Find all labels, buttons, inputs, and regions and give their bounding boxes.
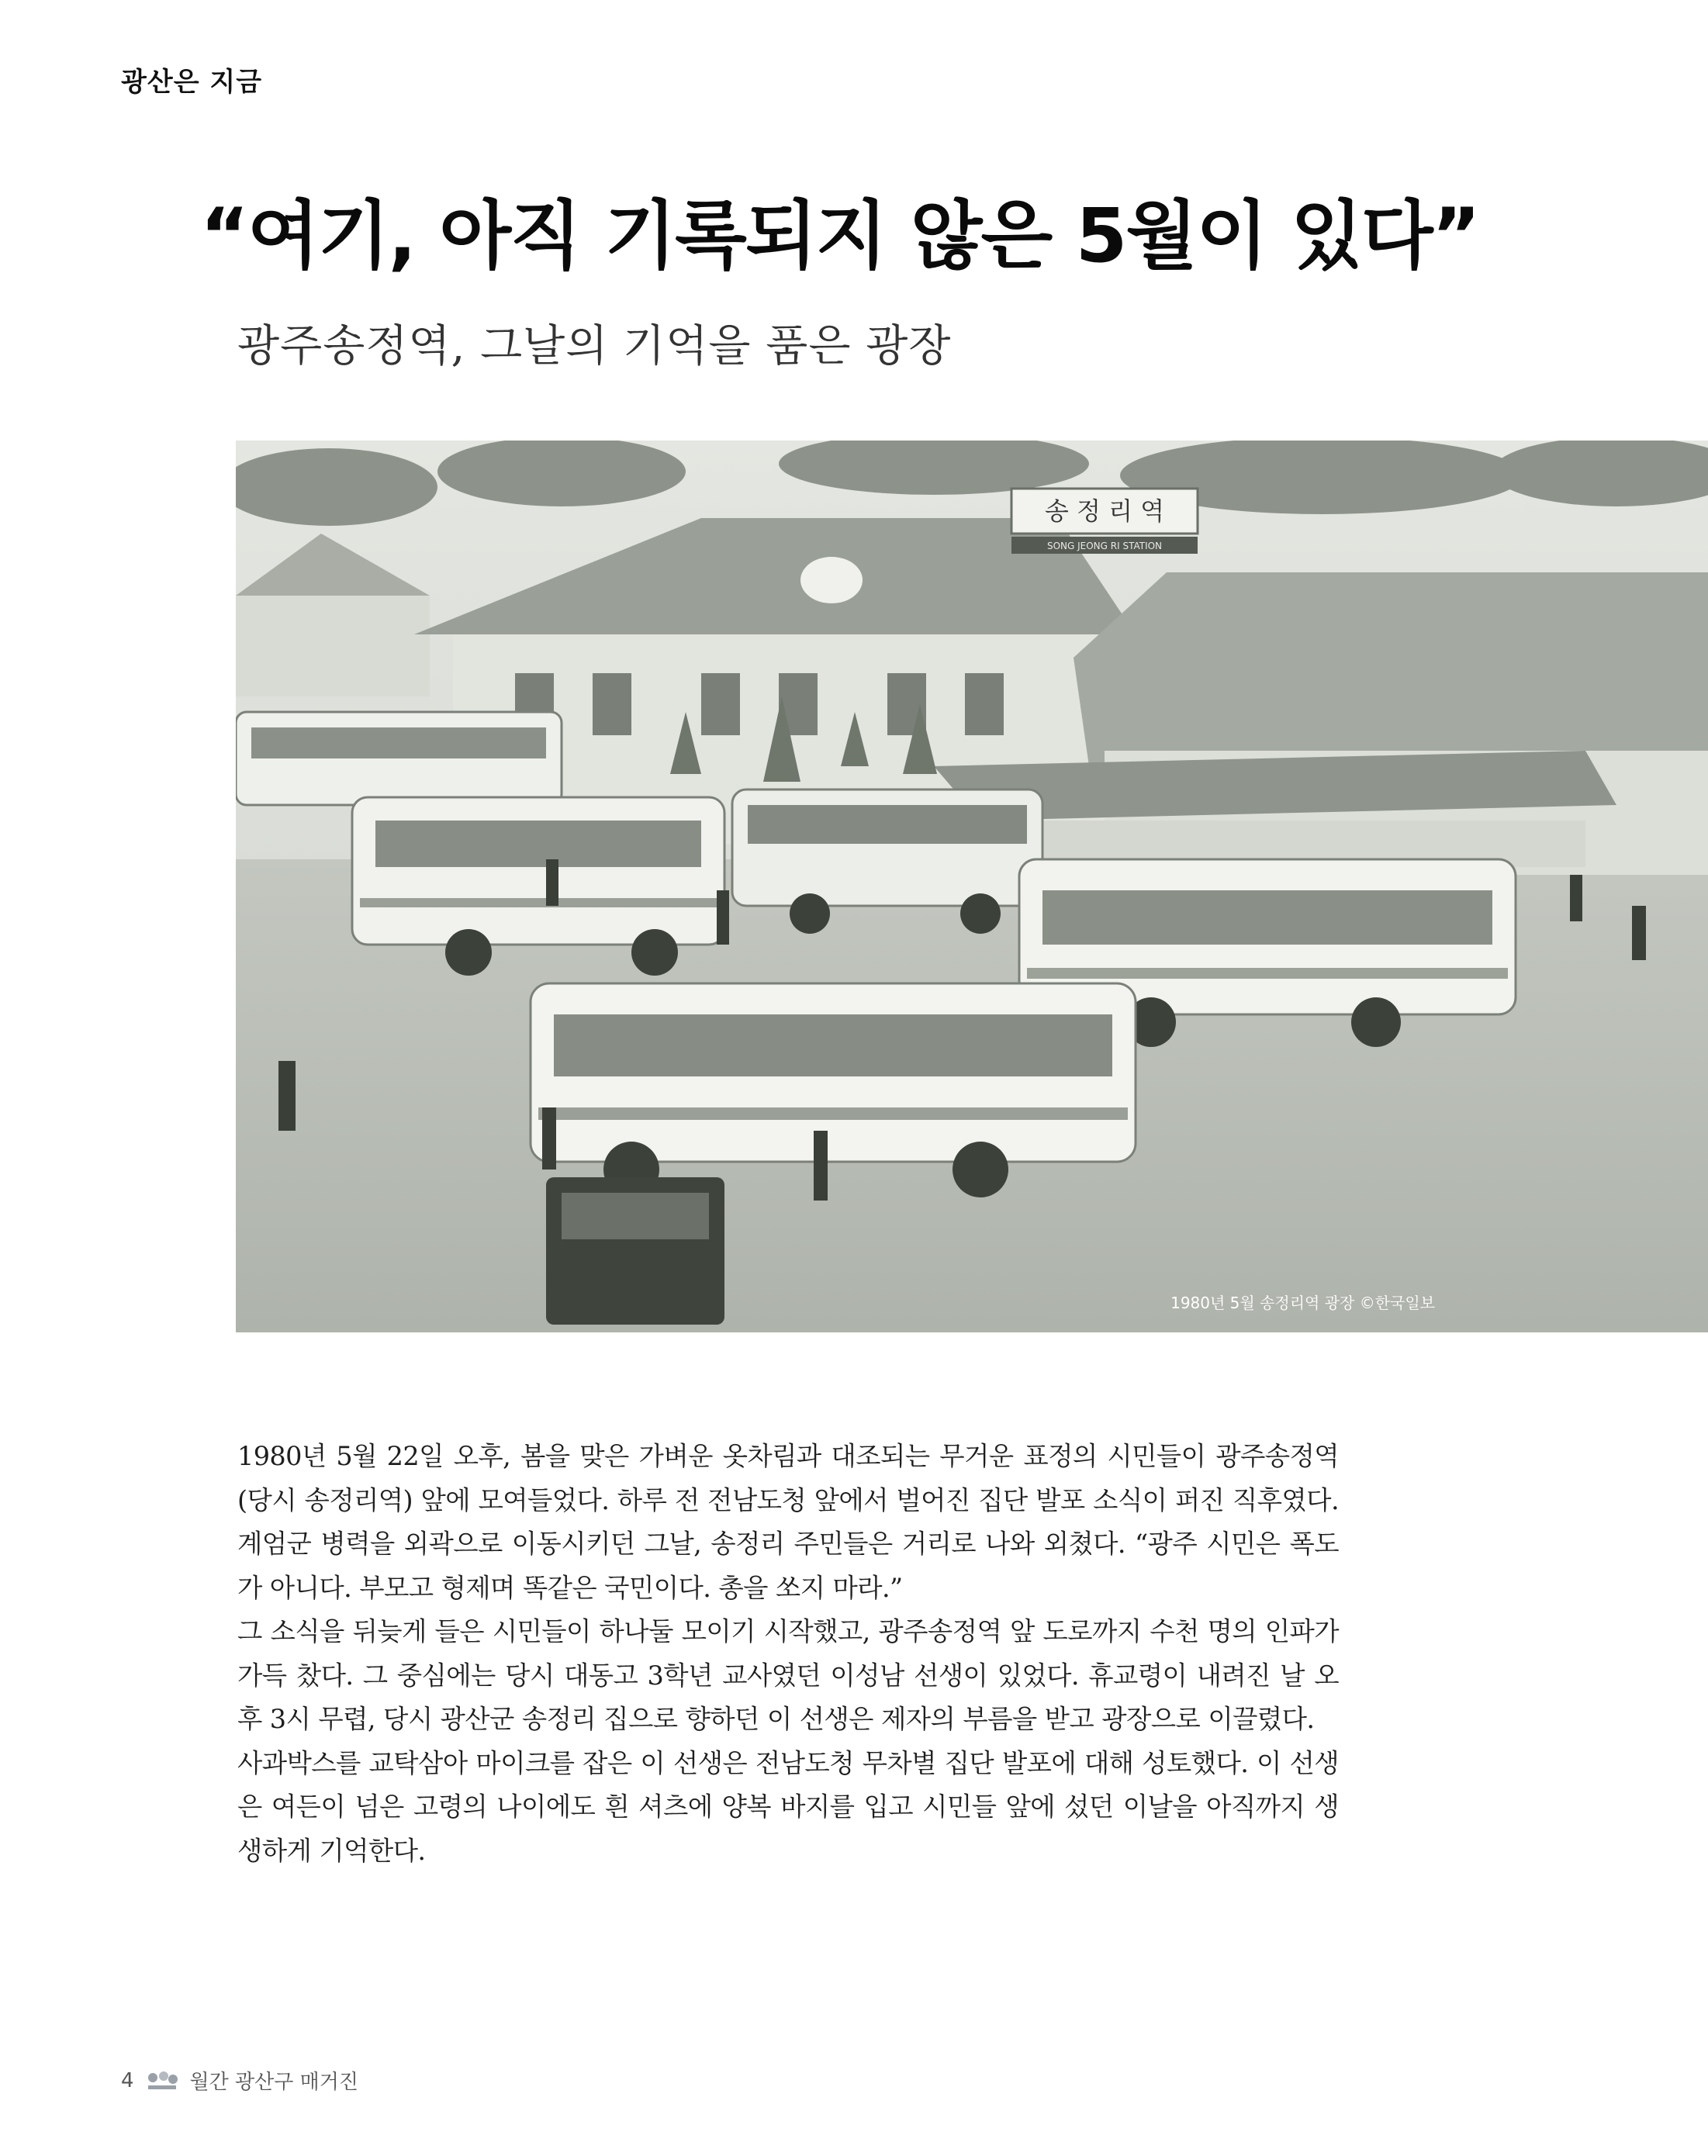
article-paragraph: 그 소식을 뒤늦게 들은 시민들이 하나둘 모이기 시작했고, 광주송정역 앞 도로까지 수천 명의 인파가 가득 찼다. 그 중심에는 당시 대동고 3학년 교사였던 이성남 선생이 있었다. 휴교령이 내려진 날 오후 3시 무렵, 당시 광산군 송정리 집으로 향하던 이 선생은 제자의 부름을 받고 광장으로 이끌렸다.	[237, 1616, 1339, 1734]
historic-photo	[236, 441, 1708, 1332]
section-label: 광산은 지금	[121, 67, 263, 98]
jeep	[546, 1177, 724, 1325]
page-number: 4	[121, 2068, 134, 2092]
article-paragraph: 1980년 5월 22일 오후, 봄을 맞은 가벼운 옷차림과 대조되는 무거운 표정의 시민들이 광주송정역(당시 송정리역) 앞에 모여들었다. 하루 전 전남도청 앞에서 벌어진 집단 발포 소식이 퍼진 직후였다. 계엄군 병력을 외곽으로 이동시키던 그날, 송정리 주민들은 거리로 나와 외쳤다. “광주 시민은 폭도가 아니다. 부모고 형제며 똑같은 국민이다. 총을 쏘지 마라.”	[237, 1441, 1339, 1603]
bus-left	[236, 712, 562, 805]
magazine-name: 월간 광산구 매거진	[189, 2071, 359, 2094]
article-paragraph: 사과박스를 교탁삼아 마이크를 잡은 이 선생은 전남도청 무차별 집단 발포에 대해 성토했다. 이 선생은 여든이 넘은 고령의 나이에도 흰 셔츠에 양복 바지를 입고 시민들 앞에 섰던 이날을 아직까지 생생하게 기억한다.	[237, 1747, 1339, 1866]
page-footer	[121, 2066, 358, 2095]
photo-caption: 1980년 5월 송정리역 광장 ©한국일보	[1170, 1294, 1435, 1312]
station-sign: 송 정 리 역	[1044, 496, 1165, 526]
article-body	[237, 1435, 1339, 1873]
magazine-logo-icon	[145, 2070, 179, 2092]
article-headline: “여기, 아직 기록되지 않은 5월이 있다”	[200, 192, 1479, 279]
article-subtitle: 광주송정역, 그날의 기억을 품은 광장	[237, 321, 952, 371]
station-sign-english: SONG JEONG RI STATION	[1046, 541, 1163, 551]
